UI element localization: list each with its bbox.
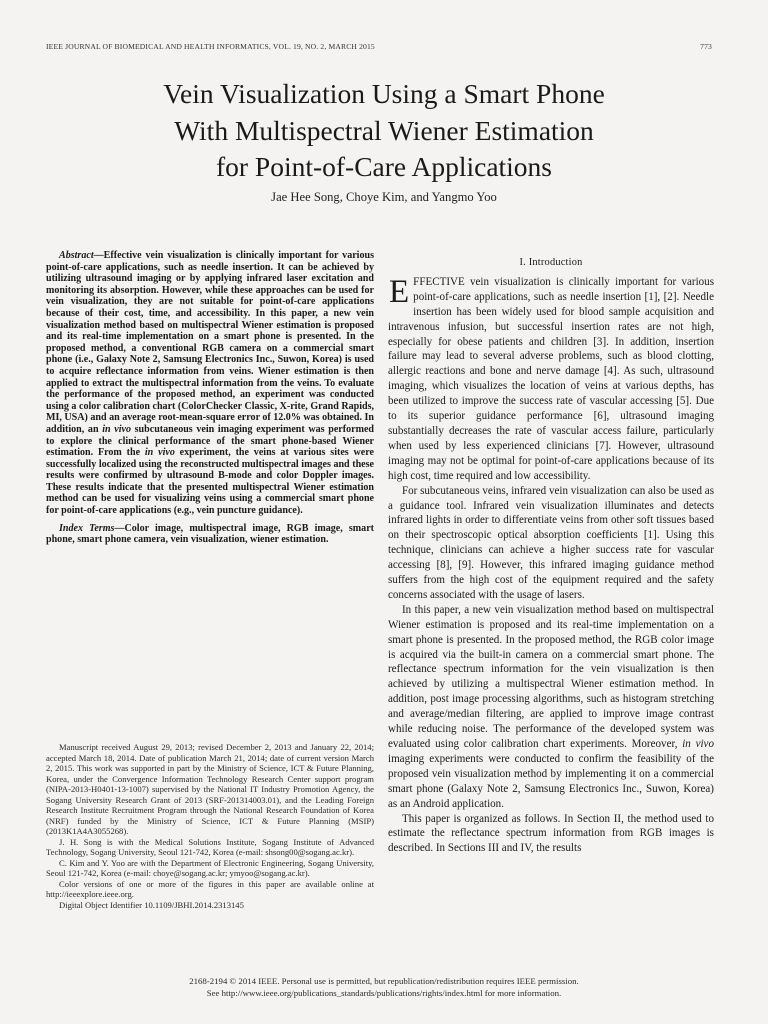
title-line: for Point-of-Care Applications <box>215 151 553 182</box>
section-heading: I. Introduction <box>519 257 583 268</box>
copyright-notice <box>60 976 708 999</box>
footnote-color: Color versions of one or more of the figures in this paper are available online at http://ieeexplore.ieee.org. <box>46 878 374 899</box>
paper-title <box>60 76 708 186</box>
drop-cap: E <box>389 273 410 310</box>
intro-paragraph: This paper is organized as follows. In Section II, the method used to estimate the reflectance spectrum information from RGB images is described. In Sections III and IV, the results <box>388 812 714 855</box>
title-line: With Multispectral Wiener Estimation <box>174 114 594 146</box>
index-terms-label: Index Terms <box>59 522 115 534</box>
introduction-column <box>388 256 714 856</box>
page-number: 773 <box>700 42 712 51</box>
footnote-author: J. H. Song is with the Medical Solutions Institute, Sogang Institute of Advanced Technology, Sogang University, Seoul 121-742, Korea (e-mail: shsong00@sogang.ac.kr). <box>46 836 374 857</box>
author-list: Jae Hee Song, Choye Kim, and Yangmo Yoo <box>271 190 497 204</box>
running-head: IEEE JOURNAL OF BIOMEDICAL AND HEALTH INFORMATICS, VOL. 19, NO. 2, MARCH 2015 <box>46 42 375 51</box>
footnote-doi: Digital Object Identifier 10.1109/JBHI.2014.2313145 <box>59 899 244 910</box>
copyright-line: See http://www.ieee.org/publications_standards/publications/rights/index.html for more information. <box>206 987 562 998</box>
footnote-author: C. Kim and Y. Yoo are with the Department of Electronic Engineering, Sogang University, Seoul 121-742, Korea (e-mail: choye@sogang.ac.kr; ymyoo@sogang.ac.kr). <box>46 857 374 878</box>
abstract-column <box>46 250 374 546</box>
intro-paragraph: In this paper, a new vein visualization method based on multispectral Wiener estimation is proposed and its real-time implementation on a smart phone is presented. In the proposed method, the RGB color image is acquired via the built-in camera on a commercial smart phone. The reflectance spectrum information for the vein visualization is then achieved by utilizing a multispectral Wiener estimation method. In addition, post image processing algorithms, such as histogram stretching and average/median filtering, are applied to improve image contrast while reducing noise. The performance of the developed system was evaluated using color calibration chart experiments. Moreover, in vivo imaging experiments were conducted to confirm the feasibility of the proposed vein visualization method by implementing it on a commercial smart phone (Galaxy Note 2, Samsung Electronics Inc., Suwon, Korea) as an Android application. <box>388 603 714 810</box>
abstract: Abstract—Effective vein visualization is clinically important for various point-of-care applications, such as needle insertion. It can be achieved by utilizing ultrasound imaging or by applying infrared laser excitation and monitoring its absorption. However, while these approaches can be used for vein visualization, they are not suitable for point-of-care applications because of their cost, time, and accessibility. In this paper, a new vein visualization method based on multispectral Wiener estimation is proposed and its real-time implementation on a smart phone is presented. In the proposed method, a conventional RGB camera on a commercial smart phone (i.e., Galaxy Note 2, Samsung Electronics Inc., Suwon, Korea) is used to acquire reflectance information from veins. Wiener estimation is then applied to extract the multispectral information from the veins. To evaluate the performance of the proposed method, an experiment was conducted using a color calibration chart (ColorChecker Classic, X-rite, Grand Rapids, MI, USA) and an average root-mean-square error of 12.0% was obtained. In addition, an in vivo subcutaneous vein imaging experiment was performed to explore the clinical performance of the smart phone-based Wiener estimation. From the in vivo experiment, the veins at various sites were successfully localized using the reconstructed multispectral images and these results were confirmed by ultrasound B-mode and color Doppler images. These results indicate that the presented multispectral Wiener estimation method can be used for visualizing veins using a commercial smart phone for point-of-care applications (e.g., vein puncture guidance). <box>46 250 375 517</box>
intro-paragraph: For subcutaneous veins, infrared vein visualization can also be used as a guidance tool. Infrared vein visualization illuminates and detects infrared lights in order to differentiate veins from other soft tissues based on their spectroscopic optical absorption coefficients [1]. Using this technique, clinicians can achieve a higher success rate for vascular accessing [8], [9]. However, this infrared imaging guidance method suffers from the high cost of the equipment required and the safety concerns associated with the usage of lasers. <box>388 484 714 601</box>
footnotes <box>46 742 374 910</box>
abstract-label: Abstract <box>59 250 94 261</box>
footnote-manuscript: Manuscript received August 29, 2013; revised December 2, 2013 and January 22, 2014; accepted March 18, 2014. Date of publication March 21, 2014; date of current version March 2, 2015. This work was supported in part by the Ministry of Science, ICT & Future Planning, Korea, under the Convergence Information Technology Research Center support program (NIPA-2013-H0401-13-1007) supervised by the National IT Industry Promotion Agency, the Sogang University Research Grant of 2013 (SRF-201314003.01), and the Leading Foreign Research Institute Recruitment Program through the National Research Foundation of Korea (NRF) funded by the Ministry of Science, ICT & Future Planning (MSIP) (2013K1A4A3055268). <box>46 742 374 836</box>
title-line: Vein Visualization Using a Smart Phone <box>163 78 605 109</box>
copyright-line: 2168-2194 © 2014 IEEE. Personal use is permitted, but republication/redistribution requires IEEE permission. <box>189 976 579 986</box>
index-terms: Index Terms—Color image, multispectral image, RGB image, smart phone, smart phone camera, vein visualization, wiener estimation. <box>46 522 374 546</box>
intro-paragraph: EFFECTIVE vein visualization is clinically important for various point-of-care applications, such as needle insertion [1], [2]. Needle insertion has been widely used for blood sample acquisition and intravenous infusion, but successful insertion rates are not high, especially for obese patients and children [3]. In addition, insertion failure may lead to several adverse problems, such as blood clotting, allergic reactions and bone and nerve damage [4]. As such, ultrasound imaging, which visualizes the location of veins at various depths, has been utilized to improve the success rate of vascular accessing [5]. Due to its superior guidance performance [6], ultrasound imaging substantially decreases the rate of vascular access failure, particularly when used by less experienced clinicians [7]. However, ultrasound imaging may not be optimal for point-of-care applications because of its high cost, time required and low accessibility. <box>388 273 714 482</box>
